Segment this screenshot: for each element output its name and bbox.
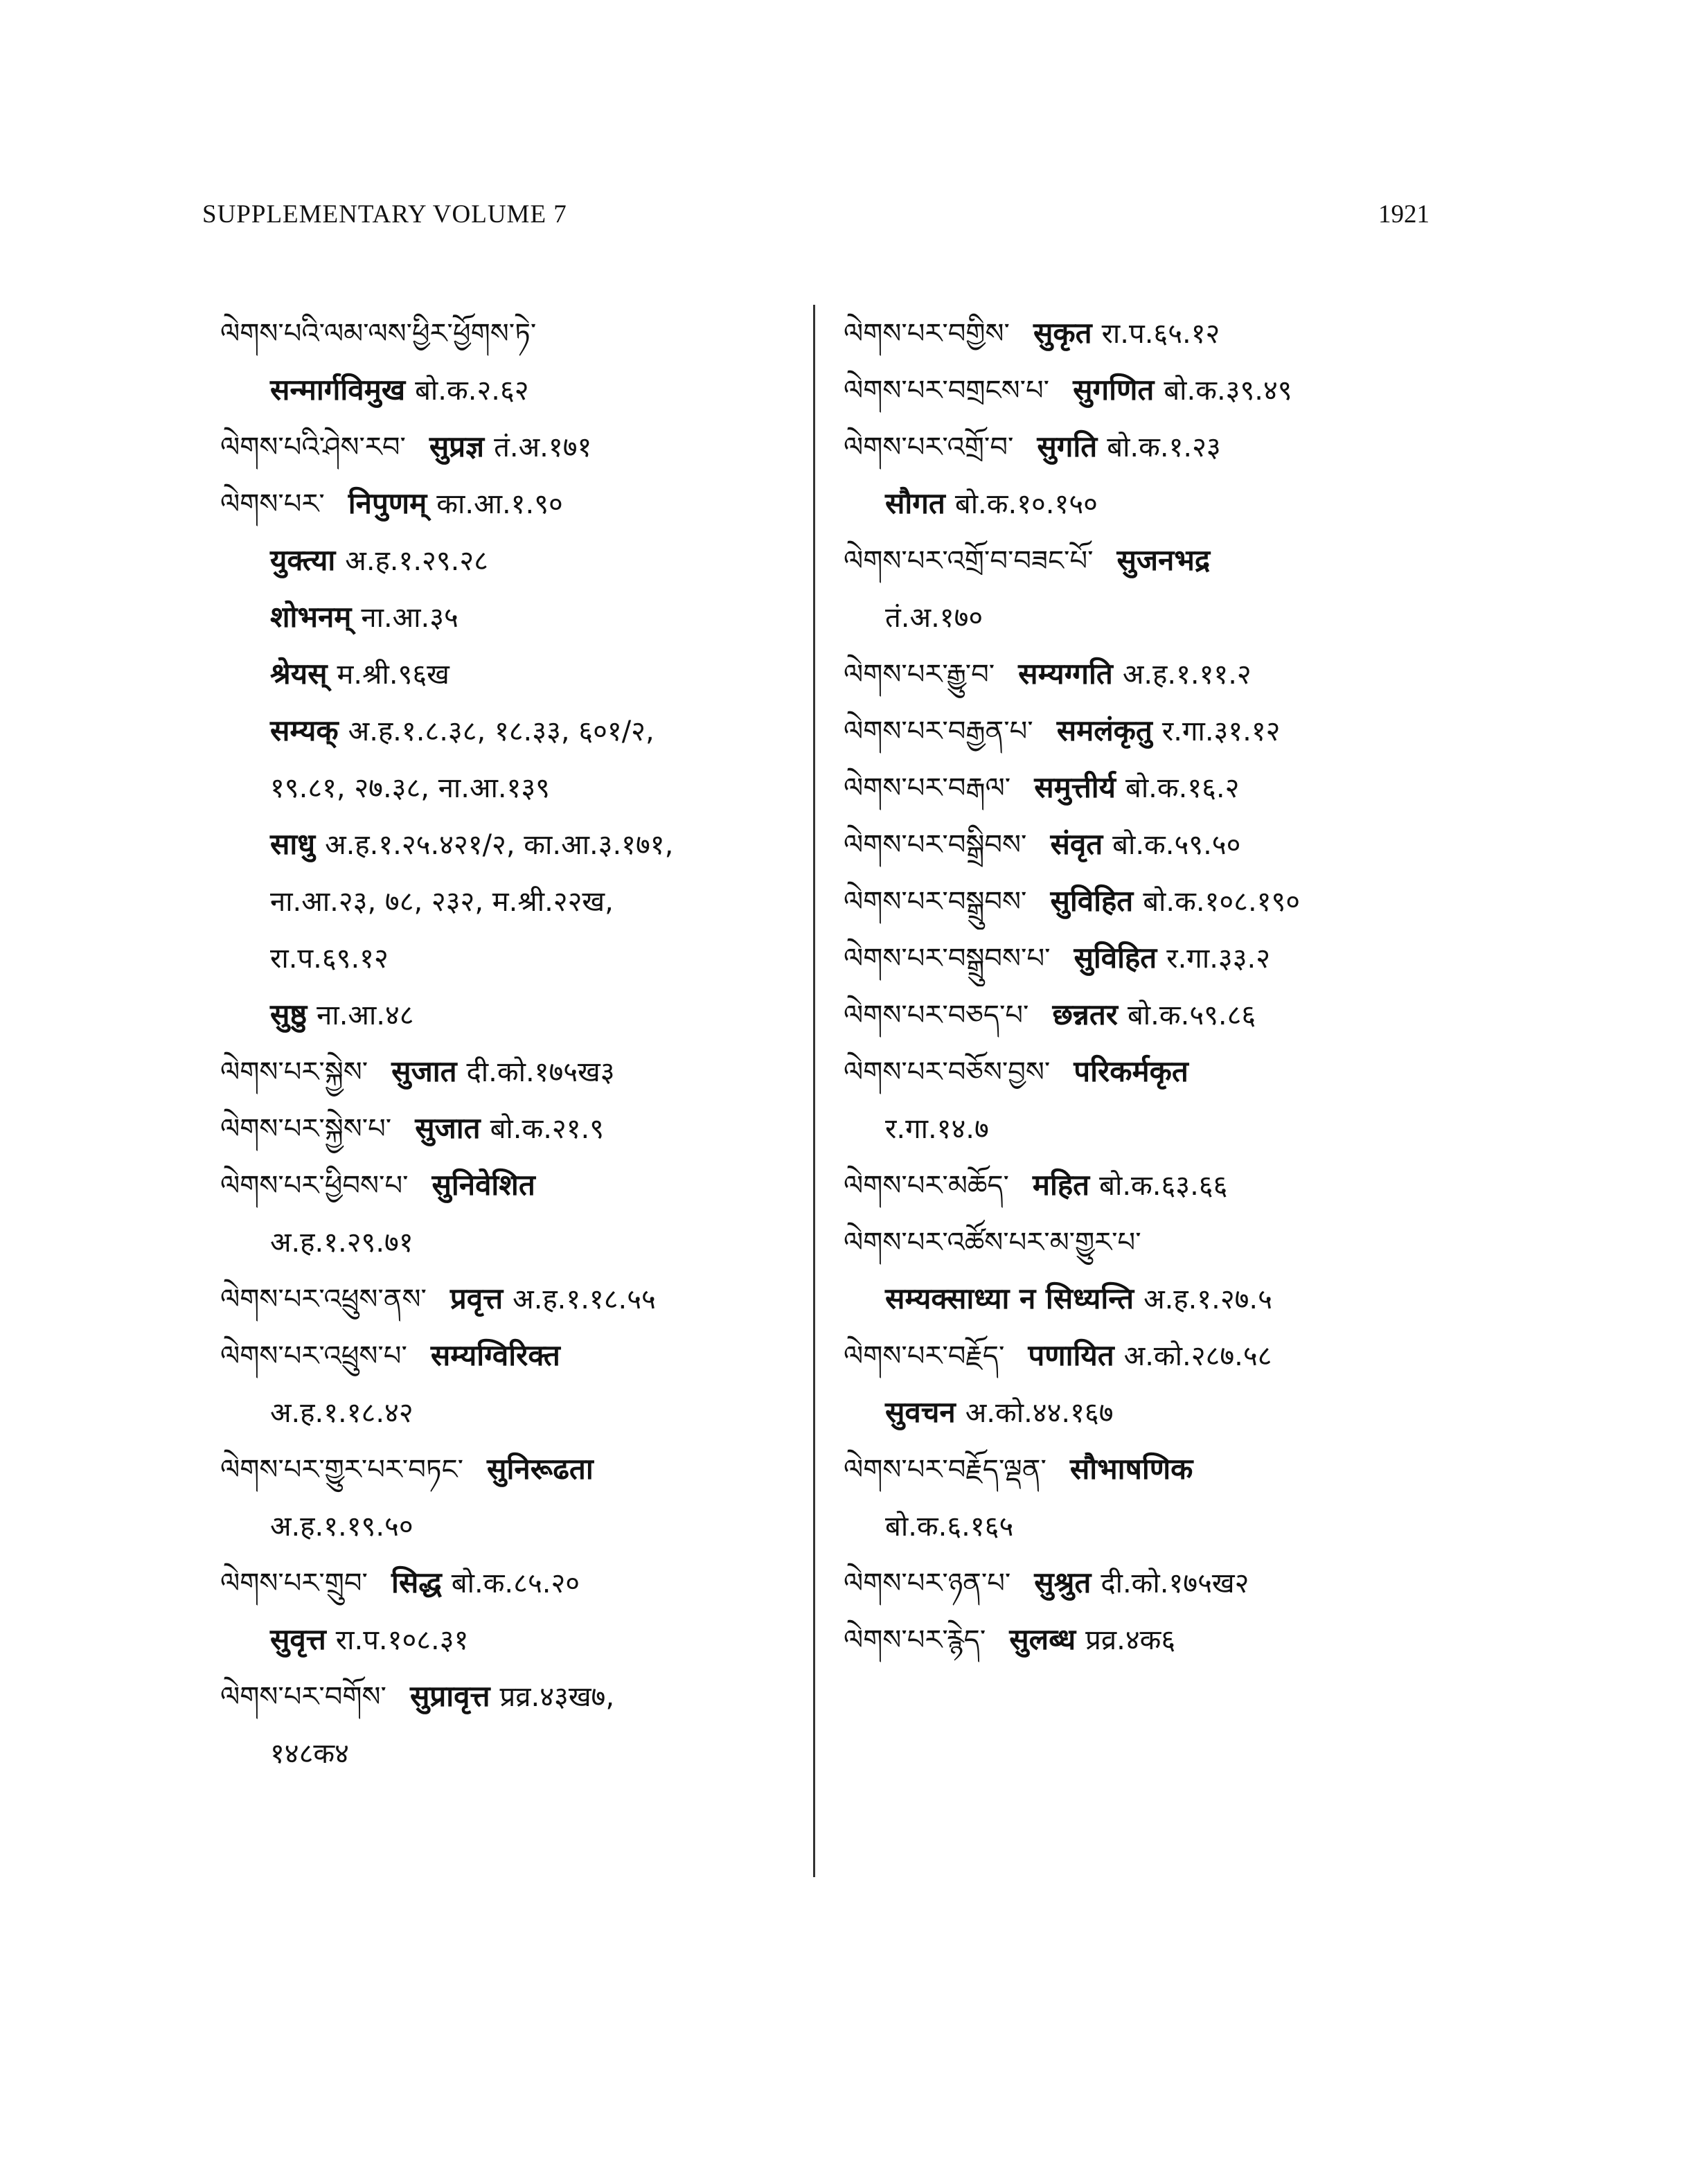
entry-line [220, 816, 795, 873]
entry-line [844, 418, 1467, 475]
entry-line [844, 759, 1467, 816]
source-reference: अ.ह.१.१८.५५ [513, 1284, 656, 1315]
source-reference: रा.प.६९.१२ [270, 943, 389, 975]
entry-line [844, 1498, 1467, 1554]
sanskrit-headword: समुत्तीर्य [1034, 770, 1116, 804]
source-reference: बो.क.२.६२ [415, 375, 529, 407]
sanskrit-headword: सुनिरूढता [487, 1452, 594, 1486]
entry-line [844, 1611, 1467, 1668]
sanskrit-headword: समलंकृतु [1056, 713, 1152, 747]
sanskrit-headword: सुनिवेशित [431, 1168, 535, 1202]
tibetan-term: ལེགས་པར་རྙེད་ [844, 1624, 986, 1656]
entry-line [844, 816, 1467, 873]
source-reference: बो.क.३९.४९ [1164, 375, 1292, 407]
source-reference: अ.ह.१.२५.४२१/२, का.आ.३.१७१, [325, 829, 674, 861]
source-reference: र.गा.३१.१२ [1161, 716, 1281, 747]
source-reference: ना.आ.३५ [361, 602, 458, 634]
entry-line [220, 873, 795, 930]
source-reference: बो.क.१.२३ [1107, 432, 1221, 463]
tibetan-term: ལེགས་པར་འཕྲུས་པ་ [220, 1340, 407, 1372]
sanskrit-headword: सुष्ठु [270, 997, 308, 1031]
entry-line [844, 589, 1467, 646]
source-reference: अ.ह.१.११.२ [1122, 659, 1252, 691]
sanskrit-headword: निपुणम् [348, 486, 427, 520]
source-reference: बो.क.५९.५० [1112, 829, 1241, 861]
source-reference: प्रव्र.४३ख७, [499, 1681, 615, 1713]
sanskrit-headword: सुगणित [1073, 373, 1155, 407]
source-reference: बो.क.१०.१५० [954, 488, 1098, 520]
entry-line [220, 702, 795, 759]
source-reference: ना.आ.२३, ७८, २३२, म.श्री.२२ख, [270, 886, 614, 918]
sanskrit-headword: सौगत [885, 486, 945, 520]
tibetan-term: ལེགས་པར་འགྲོ་བ་བཟང་པོ་ [844, 545, 1094, 577]
tibetan-term: ལེགས་པའི་ཤེས་རབ་ [220, 432, 406, 463]
entry-line [844, 930, 1467, 986]
entry-line [844, 1100, 1467, 1157]
entry-line [220, 1157, 795, 1214]
tibetan-term: ལེགས་པར་མཆོད་ [844, 1170, 1009, 1202]
sanskrit-headword: सौभाषणिक [1069, 1452, 1193, 1486]
tibetan-term: ལེགས་པར་འཕྲུས་ནས་ [220, 1284, 427, 1315]
sanskrit-headword: सुवृत्त [270, 1622, 326, 1656]
sanskrit-headword: सुजात [415, 1111, 481, 1145]
entry-line [844, 532, 1467, 589]
tibetan-term: ལེགས་པར་བརྒྱན་པ་ [844, 716, 1033, 747]
tibetan-term: ལེགས་པར་ཉན་པ་ [844, 1568, 1011, 1599]
tibetan-term: ལེགས་པར་བཅོས་བྱས་ [844, 1056, 1051, 1088]
tibetan-term: ལེགས་པར་བསྒྲིབས་ [844, 829, 1027, 861]
page-number: 1921 [1378, 200, 1430, 229]
sanskrit-headword: छन्नतर [1052, 997, 1118, 1031]
sanskrit-headword: सुश्रुत [1034, 1565, 1092, 1599]
source-reference: बो.क.५९.८६ [1127, 1000, 1256, 1031]
source-reference: बो.क.१०८.१९० [1143, 886, 1301, 918]
entry-line [844, 986, 1467, 1043]
source-reference: रा.प.१०८.३१ [335, 1624, 469, 1656]
entry-line [844, 362, 1467, 418]
source-reference: अ.ह.१.२९.७१ [270, 1227, 413, 1259]
entry-line [220, 1327, 795, 1384]
tibetan-term: ལེགས་པར་བརྒལ་ [844, 772, 1011, 804]
tibetan-term: ལེགས་པར་བསྒྲུབས་པ་ [844, 943, 1051, 975]
sanskrit-headword: शोभनम् [270, 600, 352, 634]
sanskrit-headword: सम्यक् [270, 713, 339, 747]
tibetan-term: ལེགས་པར་ [220, 488, 325, 520]
entry-line [220, 1384, 795, 1441]
sanskrit-headword: सन्मार्गविमुख [270, 373, 406, 407]
entry-line [220, 362, 795, 418]
source-reference: र.गा.१४.७ [885, 1113, 989, 1145]
source-reference: बो.क.६३.६६ [1099, 1170, 1228, 1202]
source-reference: बो.क.२१.९ [490, 1113, 605, 1145]
entry-line [220, 1441, 795, 1498]
source-reference: अ.ह.१.१९.५० [270, 1511, 413, 1543]
source-reference: बो.क.८५.२० [451, 1568, 580, 1599]
entry-line [220, 532, 795, 589]
entry-line [220, 1554, 795, 1611]
sanskrit-headword: साधु [270, 827, 316, 861]
entry-line [844, 1441, 1467, 1498]
entry-line [220, 589, 795, 646]
tibetan-term: ལེགས་པར་གྱུར་པར་བཏང་ [220, 1454, 464, 1486]
sanskrit-headword: सम्यग्गति [1018, 657, 1113, 691]
tibetan-term: ལེགས་པར་འཚོས་པར་མ་གྱུར་པ་ [844, 1227, 1141, 1259]
sanskrit-headword: सुविहित [1074, 941, 1157, 975]
tibetan-term: ལེགས་པར་སྐྱེས་ [220, 1056, 368, 1088]
entry-line [844, 475, 1467, 532]
sanskrit-headword: सुजनभद्र [1116, 543, 1211, 577]
sanskrit-headword: सम्यक्साध्या न सिध्यन्ति [885, 1281, 1134, 1315]
entry-line [220, 1214, 795, 1270]
sanskrit-headword: सुगति [1037, 429, 1098, 463]
source-reference: अ.को.२८७.५८ [1123, 1340, 1272, 1372]
sanskrit-headword: सुप्रावृत्त [409, 1679, 490, 1713]
tibetan-term: ལེགས་པར་བགོས་ [220, 1681, 386, 1713]
sanskrit-headword: सुकृत [1033, 316, 1092, 350]
entry-line [220, 418, 795, 475]
tibetan-term: ལེགས་པར་བསྒྲུབས་ [844, 886, 1027, 918]
sanskrit-headword: प्रवृत्त [449, 1281, 504, 1315]
source-reference: १४८क४ [270, 1738, 349, 1770]
sanskrit-headword: परिकर्मकृत [1074, 1054, 1188, 1088]
source-reference: अ.ह.१.१८.४२ [270, 1397, 413, 1429]
entry-line [844, 1327, 1467, 1384]
sanskrit-headword: सुप्रज्ञ [429, 429, 485, 463]
source-reference: म.श्री.९६ख [337, 659, 449, 691]
tibetan-term: ལེགས་པར་སྐྱེས་པ་ [220, 1113, 392, 1145]
column-divider [813, 305, 815, 1877]
entry-line [220, 930, 795, 986]
entry-line [844, 1384, 1467, 1441]
sanskrit-headword: श्रेयस् [270, 657, 328, 691]
sanskrit-headword: युक्त्या [270, 543, 336, 577]
source-reference: बो.क.१६.२ [1125, 772, 1240, 804]
entry-line [220, 1668, 795, 1725]
tibetan-term: ལེགས་པར་འགྲོ་བ་ [844, 432, 1014, 463]
source-reference: १९.८१, २७.३८, ना.आ.१३९ [270, 772, 550, 804]
tibetan-term: ལེགས་པར་བགྲངས་པ་ [844, 375, 1050, 407]
entry-line [220, 1725, 795, 1782]
source-reference: प्रव्र.४क६ [1085, 1624, 1176, 1656]
tibetan-term: ལེགས་པའི་ལམ་ལས་ཕྱིར་ཕྱོགས་ཏེ་ [220, 318, 537, 350]
tibetan-term: ལེགས་པར་བརྗོད་ལྡན་ [844, 1454, 1047, 1486]
source-reference: अ.ह.१.८.३८, १८.३३, ६०१/२, [348, 716, 654, 747]
source-reference: तं.अ.१७० [885, 602, 983, 634]
entry-line [844, 305, 1467, 362]
sanskrit-headword: पणायित [1028, 1338, 1114, 1372]
source-reference: तं.अ.१७१ [494, 432, 592, 463]
tibetan-term: ལེགས་པར་རྒྱུ་བ་ [844, 659, 995, 691]
entry-line [844, 702, 1467, 759]
sanskrit-headword: सुलब्ध [1009, 1622, 1076, 1656]
sanskrit-headword: सम्यग्विरिक्त [430, 1338, 560, 1372]
entry-line [844, 1554, 1467, 1611]
entry-line [844, 1214, 1467, 1270]
entry-line [844, 646, 1467, 702]
source-reference: अ.ह.१.२७.५ [1143, 1284, 1272, 1315]
right-column [844, 305, 1467, 1668]
entry-line [844, 1270, 1467, 1327]
entry-line [220, 1270, 795, 1327]
source-reference: दी.को.१७५ख३ [466, 1056, 615, 1088]
sanskrit-headword: सुविहित [1050, 884, 1134, 918]
sanskrit-headword: सुवचन [885, 1395, 956, 1429]
tibetan-term: ལེགས་པར་གྲུབ་ [220, 1568, 368, 1599]
source-reference: बो.क.६.१६५ [885, 1511, 1014, 1543]
sanskrit-headword: संवृत [1050, 827, 1103, 861]
tibetan-term: ལེགས་པར་བགྱིས་ [844, 318, 1010, 350]
source-reference: ना.आ.४८ [317, 1000, 414, 1031]
entry-line [844, 873, 1467, 930]
running-header: SUPPLEMENTARY VOLUME 7 [202, 200, 567, 229]
source-reference: रा.प.६५.१२ [1101, 318, 1220, 350]
tibetan-term: ལེགས་པར་བཅད་པ་ [844, 1000, 1029, 1031]
entry-line [844, 1043, 1467, 1100]
left-column [220, 305, 795, 1782]
entry-line [220, 1100, 795, 1157]
entry-line [220, 475, 795, 532]
sanskrit-headword: सुजात [391, 1054, 457, 1088]
entry-line [220, 1498, 795, 1554]
entry-line [220, 646, 795, 702]
source-reference: दी.को.१७५ख२ [1101, 1568, 1249, 1599]
entry-line [220, 986, 795, 1043]
source-reference: अ.ह.१.२९.२८ [345, 545, 488, 577]
sanskrit-headword: महित [1032, 1168, 1090, 1202]
source-reference: र.गा.३३.२ [1166, 943, 1271, 975]
entry-line [844, 1157, 1467, 1214]
sanskrit-headword: सिद्ध [391, 1565, 442, 1599]
tibetan-term: ལེགས་པར་བརྗོད་ [844, 1340, 1005, 1372]
entry-line [220, 305, 795, 362]
source-reference: अ.को.४४.१६७ [965, 1397, 1114, 1429]
entry-line [220, 759, 795, 816]
source-reference: का.आ.१.९० [436, 488, 563, 520]
entry-line [220, 1611, 795, 1668]
tibetan-term: ལེགས་པར་ཕྱིབས་པ་ [220, 1170, 409, 1202]
entry-line [220, 1043, 795, 1100]
